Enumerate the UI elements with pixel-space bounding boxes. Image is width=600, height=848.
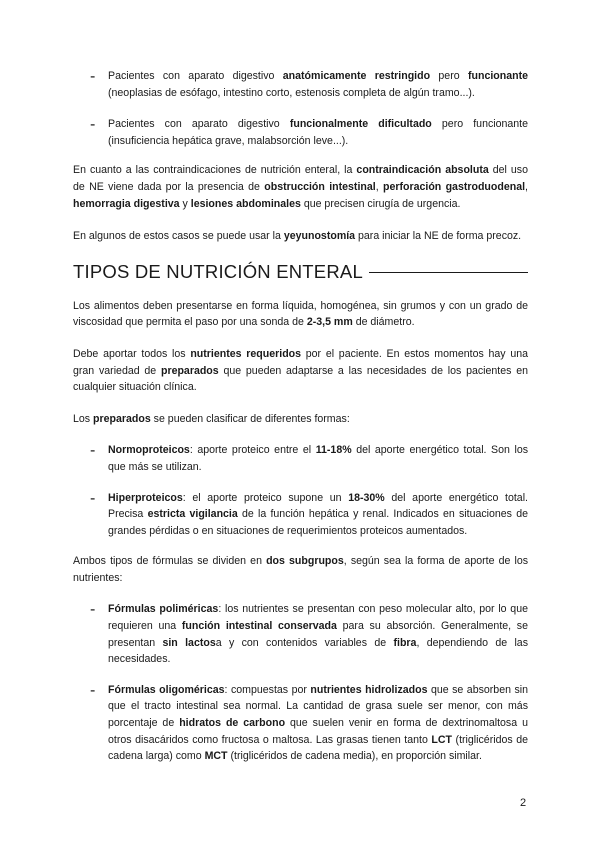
- paragraph-nutrientes: Debe aportar todos los nutrientes requeridos por el paciente. En estos momentos hay una gran variedad de preparados que pueden adaptarse a las necesidades de los pacientes en cualquier situación clínica.: [73, 347, 529, 394]
- list-dash: -: [90, 489, 96, 507]
- document-page: [73, 68, 528, 765]
- list-item: - Fórmulas poliméricas: los nutrientes se presentan con peso molecular alto, por lo que requieren una función intestinal conservada para su absorción. Generalmente, se presentan sin lactosa y con contenidos variables de fibra, dependiendo de las necesidades.: [90, 601, 528, 666]
- paragraph-alimentos: Los alimentos deben presentarse en forma líquida, homogénea, sin grumos y con un grado de viscosidad que permita el paso por una sonda de 2-3,5 mm de diámetro.: [73, 299, 528, 329]
- paragraph-preparados: Los preparados se pueden clasificar de diferentes formas:: [73, 412, 350, 425]
- list-item: - Fórmulas oligoméricas: compuestas por nutrientes hidrolizados que se absorben sin que el tracto intestinal sea normal. La cantidad de grasa suele ser menor, con más porcentaje de hidratos de carbono que suelen venir en forma de dextrinomaltosa u otros disacáridos como fructosa o maltosa. Las grasas tienen tanto LCT (triglicéridos de cadena larga) como MCT (triglicéridos de cadena media), en proporción similar.: [90, 681, 529, 763]
- list-item: - Pacientes con aparato digestivo funcionalmente dificultado pero funcionante (insuficiencia hepática grave, malabsorción leve...).: [90, 116, 529, 147]
- paragraph-contraindications: En cuanto a las contraindicaciones de nutrición enteral, la contraindicación absoluta del uso de NE viene dada por la presencia de obstrucción intestinal, perforación gastroduodenal, hemorragia digestiva y lesiones abdominales que precisen cirugía de urgencia.: [73, 164, 528, 210]
- list-item: - Hiperproteicos: el aporte proteico supone un 18-30% del aporte energético total. Precisa estricta vigilancia de la función hepática y renal. Indicados en situaciones de grandes pérdidas o en situaciones de requerimientos proteicos aumentados.: [90, 489, 528, 537]
- paragraph-subgrupos: Ambos tipos de fórmulas se dividen en dos subgrupos, según sea la forma de aporte de los nutrientes:: [73, 555, 529, 584]
- heading-rule: [369, 272, 528, 273]
- list-dash: -: [90, 601, 96, 619]
- paragraph-yeyunostomia: En algunos de estos casos se puede usar la yeyunostomía para iniciar la NE de forma precoz.: [73, 230, 522, 243]
- list-item: - Pacientes con aparato digestivo anatómicamente restringido pero funcionante (neoplasias de esófago, intestino corto, estenosis completa de algún tramo...).: [90, 68, 529, 99]
- list-dash: -: [90, 68, 96, 85]
- list-item: - Normoproteicos: aporte proteico entre el 11-18% del aporte energético total. Son los que más se utilizan.: [90, 442, 529, 473]
- list-dash: -: [90, 442, 96, 460]
- page-number: 2: [520, 797, 527, 809]
- list-dash: -: [90, 116, 96, 134]
- section-heading: TIPOS DE NUTRICIÓN ENTERAL: [73, 260, 528, 284]
- list-dash: -: [90, 681, 96, 699]
